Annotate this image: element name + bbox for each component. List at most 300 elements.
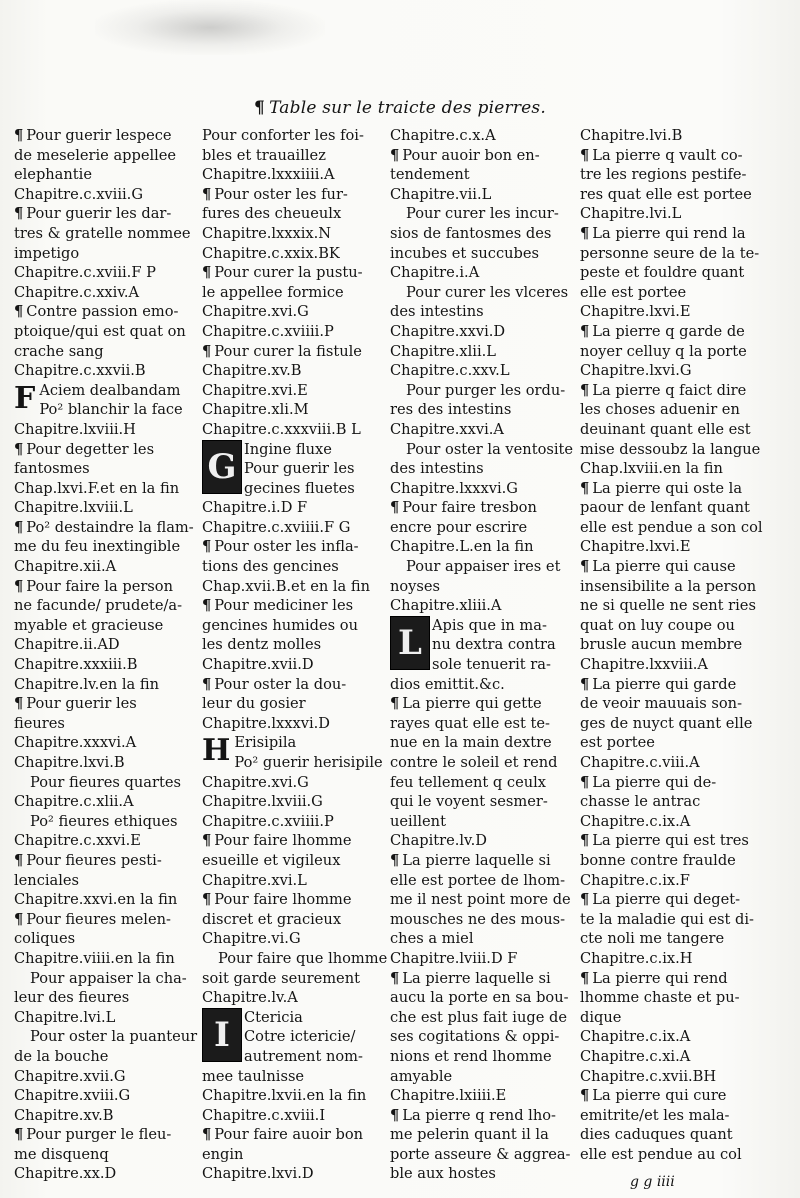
index-line-text: Pour purger les ordu-: [406, 381, 566, 399]
index-line-text: gecines fluetes: [244, 479, 355, 497]
index-line: [202, 714, 390, 734]
index-line: [202, 518, 390, 538]
index-line-text: La pierre q rend lho-: [402, 1106, 556, 1124]
index-line: [202, 890, 390, 910]
index-line: [580, 518, 780, 538]
index-line-text: nu dextra contra: [432, 636, 556, 654]
index-line: [580, 988, 780, 1008]
index-line: [390, 459, 578, 479]
index-line-text: autrement nom-: [244, 1047, 363, 1065]
index-line: [390, 126, 578, 146]
index-line-text: cte noli me tangere: [580, 930, 725, 948]
index-line: [390, 204, 578, 224]
index-line-text: Chapitre.lvi.L: [580, 205, 682, 223]
index-line: [202, 1145, 390, 1165]
index-line-text: Chapitre.lxxxvi.G: [390, 479, 518, 497]
index-line-text: Pour appaiser ires et: [406, 558, 561, 576]
index-line-text: Po² guerir herisipile: [234, 754, 383, 771]
index-line-text: La pierre q vault co-: [592, 146, 743, 164]
index-line-text: ges de nuyct quant elle: [580, 714, 753, 732]
index-line-text: Pour curer la pustu-: [214, 264, 363, 282]
index-line: [390, 753, 578, 773]
index-line-text: La pierre qui de-: [592, 773, 717, 791]
index-line-text: Pour guerir les: [26, 695, 137, 713]
index-line: [14, 420, 202, 440]
index-line: [14, 871, 202, 891]
index-line-text: Pour faire auoir bon: [214, 1126, 364, 1144]
index-line: [390, 361, 578, 381]
index-line: [390, 185, 578, 205]
index-line-text: encre pour escrire: [390, 518, 528, 536]
index-line: [14, 537, 202, 557]
index-line-text: emitrite/et les mala-: [580, 1106, 730, 1124]
index-line-text: rayes quat elle est te-: [390, 714, 550, 732]
index-line: [580, 283, 780, 303]
index-line: [580, 596, 780, 616]
index-line-text: nue en la main dextre: [390, 734, 552, 752]
index-line-text: Chapitre.ii.AD: [14, 636, 120, 654]
index-line: [202, 1106, 390, 1126]
index-line: [14, 851, 202, 871]
index-line-text: Chapitre.lv.D: [390, 832, 487, 850]
index-line-text: fantosmes: [14, 460, 90, 478]
index-line: [580, 185, 780, 205]
index-line-text: Chapitre.c.xi.A: [580, 1047, 691, 1065]
index-line: [202, 146, 390, 166]
index-line: [14, 479, 202, 499]
index-line-text: Pour conforter les foi-: [202, 127, 364, 144]
index-line-text: Chapitre.xxvi.A: [390, 420, 504, 438]
index-line: [14, 224, 202, 244]
index-line-text: Chapitre.lxvi.E: [580, 303, 691, 321]
index-line: [14, 792, 202, 812]
index-line-text: Chapitre.vi.G: [202, 930, 301, 948]
index-line-text: La pierre qui deget-: [592, 891, 741, 909]
index-line: [390, 1027, 578, 1047]
index-line-text: La pierre qui rend la: [592, 224, 746, 242]
index-line-text: Ingine fluxe: [244, 440, 332, 458]
index-line: [202, 361, 390, 381]
index-line-text: ne si quelle ne sent ries: [580, 597, 756, 615]
index-line: [202, 498, 390, 518]
index-line-text: Chapitre.c.xviii.F P: [14, 264, 156, 282]
index-line-text: deuinant quant elle est: [580, 420, 751, 438]
index-line: [580, 361, 780, 381]
index-line: [580, 479, 780, 499]
index-line-text: dique: [580, 1008, 622, 1026]
index-line-text: Pour auoir bon en-: [402, 146, 540, 164]
index-line: [580, 635, 780, 655]
index-line: [202, 381, 390, 401]
index-line: [14, 146, 202, 166]
pilcrow-icon: ¶: [254, 98, 266, 118]
index-line: [202, 969, 390, 989]
index-line-text: nions et rend lhomme: [390, 1047, 552, 1065]
index-line-text: Pour faire lhomme: [214, 832, 352, 850]
index-line: [14, 557, 202, 577]
index-line: [202, 596, 390, 616]
index-line: [390, 1106, 578, 1126]
index-line-text: Po² destaindre la flam-: [26, 518, 194, 536]
index-line-text: Pour faire tresbon: [402, 499, 537, 517]
index-line-text: Chapitre.c.xviiii.F G: [202, 518, 351, 536]
index-line: [14, 733, 202, 753]
index-line: [580, 498, 780, 518]
index-line: [202, 322, 390, 342]
index-line-text: qui le voyent sesmer-: [390, 793, 548, 811]
index-line: [390, 1008, 578, 1028]
index-line-text: Chapitre.c.x.A: [390, 127, 496, 144]
index-line-text: Chapitre.xvi.L: [202, 871, 307, 889]
index-line-text: Chapitre.xli.M: [202, 401, 309, 419]
index-line: [390, 988, 578, 1008]
index-line-text: Pour guerir les: [244, 460, 355, 478]
index-line: [390, 871, 578, 891]
index-line-text: Chapitre.lviii.D F: [390, 949, 518, 967]
index-line-text: Po² fieures ethiques: [30, 812, 178, 830]
index-line-text: Chapitre.lxvi.D: [202, 1165, 314, 1183]
index-line-text: Pour curer les vlceres: [406, 283, 569, 301]
index-line-text: discret et gracieux: [202, 910, 342, 928]
index-line-text: Aciem dealbandam: [39, 381, 181, 399]
index-line-text: Chapitre.c.ix.F: [580, 871, 690, 889]
large-initial: F: [14, 380, 36, 416]
index-line-text: engin: [202, 1145, 244, 1163]
index-line-text: Pour oster les fur-: [214, 185, 348, 203]
index-line: [580, 165, 780, 185]
index-line-text: Contre passion emo-: [26, 303, 179, 321]
index-line: [14, 440, 202, 460]
index-line-text: che est plus fait iuge de: [390, 1008, 567, 1026]
index-line-text: La pierre qui garde: [592, 675, 737, 693]
index-line-text: La pierre qui gette: [402, 695, 542, 713]
index-line-text: Pour guerir lespece: [26, 127, 172, 144]
index-line-text: Pour fieures quartes: [30, 773, 181, 791]
index-line-text: tres & gratelle nommee: [14, 224, 191, 242]
index-line-text: Chapitre.xx.D: [14, 1165, 117, 1183]
index-line-text: est portee: [580, 734, 655, 752]
index-line: [580, 831, 780, 851]
index-line: [202, 1164, 390, 1184]
index-line: [390, 283, 578, 303]
index-line-text: elle est pendue au col: [580, 1145, 742, 1163]
index-line-text: de la bouche: [14, 1047, 109, 1065]
index-line-text: des intestins: [390, 303, 484, 321]
index-line: [14, 1086, 202, 1106]
index-line-text: Chapitre.lvi.L: [14, 1008, 116, 1026]
index-line: [202, 1086, 390, 1106]
index-line-text: Chapitre.xvii.G: [14, 1067, 126, 1085]
index-line: [14, 773, 202, 793]
index-line: [14, 518, 202, 538]
index-line-text: les choses aduenir en: [580, 401, 740, 419]
index-line-text: ne facunde/ prudete/a-: [14, 597, 183, 615]
index-line-text: Chapitre.c.xxix.BK: [202, 244, 340, 262]
index-line: [14, 126, 202, 146]
index-line: [14, 400, 202, 420]
index-line-text: Pour curer les incur-: [406, 205, 559, 223]
index-line: [14, 616, 202, 636]
index-line-text: Chapitre.xxxvi.A: [14, 734, 137, 752]
index-line: [390, 165, 578, 185]
index-line: [14, 244, 202, 264]
index-line: [14, 988, 202, 1008]
index-line-text: Chapitre.xv.B: [202, 362, 302, 380]
index-line: [202, 988, 390, 1008]
index-line-text: dies caduques quant: [580, 1126, 733, 1144]
index-line-text: Cotre ictericie/: [244, 1028, 356, 1046]
index-line: [202, 537, 390, 557]
index-line: [14, 890, 202, 910]
index-line-text: elle est portee: [580, 283, 687, 301]
index-line: [390, 224, 578, 244]
index-line-text: Chapitre.c.xvii.BH: [580, 1067, 717, 1085]
index-line-text: Pour oster la ventosite: [406, 440, 574, 458]
index-line: [202, 185, 390, 205]
index-line-text: La pierre qui rend: [592, 969, 728, 987]
index-line: [390, 1086, 578, 1106]
index-line-text: me il nest point more de: [390, 891, 571, 909]
index-line-text: Chapitre.lxxxix.N: [202, 224, 332, 242]
index-line-text: Chapitre.c.xviiii.P: [202, 812, 334, 830]
index-line-text: Chapitre.lv.en la fin: [14, 675, 160, 693]
index-line-text: esueille et vigileux: [202, 851, 341, 869]
index-line-text: Chapitre.lxviii.H: [14, 420, 136, 438]
index-line-text: porte asseure & aggrea-: [390, 1145, 571, 1163]
index-line: [14, 635, 202, 655]
index-line: [390, 714, 578, 734]
index-line-text: feu tellement q ceulx: [390, 773, 547, 791]
index-line-text: Chapitre.xvi.G: [202, 303, 309, 321]
index-line-text: quat on luy coupe ou: [580, 616, 735, 634]
index-line: [390, 1047, 578, 1067]
index-line: [580, 1067, 780, 1087]
index-line-text: gencines humides ou: [202, 616, 358, 634]
index-line: [580, 1106, 780, 1126]
index-line: [390, 851, 578, 871]
index-line: [580, 557, 780, 577]
index-column-2: [202, 126, 390, 1184]
index-line: [390, 596, 578, 616]
index-line: [390, 498, 578, 518]
index-line: [580, 812, 780, 832]
index-line-text: contre le soleil et rend: [390, 754, 558, 771]
index-line-text: Chapitre.lxviii.G: [202, 793, 323, 811]
index-line: [202, 929, 390, 949]
index-line: [14, 1106, 202, 1126]
index-line-text: Pour mediciner les: [214, 597, 354, 615]
index-line: [14, 1047, 202, 1067]
index-line: [14, 831, 202, 851]
index-line: [390, 733, 578, 753]
index-line-text: Pour curer la fistule: [214, 342, 362, 360]
index-line: [14, 675, 202, 695]
index-line: [390, 1125, 578, 1145]
index-line: [202, 224, 390, 244]
index-line: [14, 185, 202, 205]
index-line-text: Chapitre.c.xxvii.B: [14, 362, 146, 380]
index-line: [202, 283, 390, 303]
index-line-text: Chapitre.c.xxvi.E: [14, 832, 141, 850]
decorated-initial: G: [202, 440, 242, 494]
index-line-text: La pierre qui oste la: [592, 479, 743, 497]
index-line-text: soit garde seurement: [202, 969, 360, 987]
index-line: [202, 910, 390, 930]
index-line: [202, 871, 390, 891]
index-line-text: fieures: [14, 714, 65, 732]
index-line: [390, 949, 578, 969]
index-line-text: fures des cheueulx: [202, 205, 342, 223]
index-line-text: Chapitre.xxvi.en la fin: [14, 891, 178, 909]
index-column-4: [580, 126, 780, 1164]
index-line-text: Chapitre.lxvii.en la fin: [202, 1087, 367, 1105]
index-line-text: Chapitre.xviii.G: [14, 1087, 131, 1105]
index-line: [390, 890, 578, 910]
index-line: [580, 851, 780, 871]
index-line-text: Pour oster la puanteur: [30, 1028, 198, 1046]
index-line: [390, 302, 578, 322]
index-line-text: bles et trauaillez: [202, 146, 326, 164]
index-line: [14, 302, 202, 322]
index-line: [202, 831, 390, 851]
index-line-text: amyable: [390, 1067, 453, 1085]
index-line: [580, 577, 780, 597]
index-line: [390, 831, 578, 851]
index-line: [580, 890, 780, 910]
index-line: [390, 694, 578, 714]
index-line-text: noyses: [390, 577, 441, 595]
index-line-text: elephantie: [14, 166, 92, 184]
index-line: [202, 851, 390, 871]
index-line: [580, 1027, 780, 1047]
index-line: [580, 969, 780, 989]
index-line-text: Chapitre.xxvi.D: [390, 322, 506, 340]
index-line-text: ses cogitations & oppi-: [390, 1028, 560, 1046]
index-line-text: Chapitre.i.A: [390, 264, 480, 282]
index-line: [580, 440, 780, 460]
index-line: [580, 459, 780, 479]
index-line: [390, 322, 578, 342]
index-line-text: Erisipila: [234, 734, 297, 752]
index-line-text: Chapitre.lv.A: [202, 989, 298, 1007]
index-line: [580, 400, 780, 420]
index-line-text: La pierre qui cure: [592, 1087, 727, 1105]
index-line-text: Pour fieures pesti-: [26, 851, 162, 869]
index-line: [202, 420, 390, 440]
index-line: [580, 302, 780, 322]
index-line: [202, 557, 390, 577]
index-line: [202, 165, 390, 185]
index-line: [14, 753, 202, 773]
index-line-text: Chapitre.c.xviiii.P: [202, 322, 334, 340]
index-line: [580, 871, 780, 891]
index-line-text: Pour oster la dou-: [214, 675, 347, 693]
index-line: [14, 204, 202, 224]
index-line-text: Chapitre.lxxviii.A: [580, 656, 708, 674]
index-line-text: aucu la porte en sa bou-: [390, 989, 569, 1007]
page-title: [0, 98, 800, 118]
index-line-text: Chapitre.viiii.en la fin: [14, 949, 175, 967]
index-line-text: des intestins: [390, 460, 484, 478]
index-line-text: ble aux hostes: [390, 1165, 496, 1183]
index-line-text: Pour guerir les dar-: [26, 205, 172, 223]
index-line: [390, 537, 578, 557]
index-line-text: Pour faire lhomme: [214, 891, 352, 909]
index-line: [580, 204, 780, 224]
index-line-text: Chapitre.lxvi.E: [580, 538, 691, 556]
index-line: [14, 929, 202, 949]
index-line: [14, 1008, 202, 1028]
index-line: [580, 322, 780, 342]
index-line-text: Chapitre.xxxiii.B: [14, 656, 138, 674]
index-line: [580, 244, 780, 264]
index-line: [14, 949, 202, 969]
index-line-text: Chapitre.lxiiii.E: [390, 1087, 507, 1105]
index-line: [390, 929, 578, 949]
index-line-text: La pierre laquelle si: [402, 969, 551, 987]
index-line: [390, 263, 578, 283]
index-line: [580, 675, 780, 695]
index-line: [390, 440, 578, 460]
index-line: [202, 400, 390, 420]
index-line-text: La pierre laquelle si: [402, 851, 551, 869]
index-line: [202, 773, 390, 793]
index-line-text: Pour faire que lhomme: [218, 949, 388, 967]
index-line-text: res quat elle est portee: [580, 185, 752, 203]
index-line-text: ueillent: [390, 812, 446, 830]
index-line-text: Pour degetter les: [26, 440, 155, 458]
index-line: [580, 733, 780, 753]
index-line: [580, 929, 780, 949]
index-line: [14, 361, 202, 381]
index-line: [580, 1145, 780, 1165]
index-line-text: dios emittit.&c.: [390, 675, 505, 693]
index-line: [202, 655, 390, 675]
index-line-text: Chapitre.vii.L: [390, 185, 492, 203]
signature-mark: g g iiii: [630, 1174, 675, 1190]
index-line: [580, 537, 780, 557]
index-line: [390, 577, 578, 597]
index-line: [202, 244, 390, 264]
index-line-text: lhomme chaste et pu-: [580, 989, 740, 1007]
index-line-text: Pour purger le fleu-: [26, 1126, 172, 1144]
index-line: [390, 518, 578, 538]
page-title-text: Table sur le traicte des pierres.: [269, 98, 546, 118]
index-line: [580, 1125, 780, 1145]
index-line: [14, 1067, 202, 1087]
index-line-text: de veoir mauuais son-: [580, 695, 743, 713]
index-line: [580, 694, 780, 714]
index-line-text: Chapitre.c.ix.A: [580, 812, 691, 830]
index-line: [390, 773, 578, 793]
index-column-3: [390, 126, 578, 1184]
index-line: [390, 342, 578, 362]
index-line-text: Chapitre.xvii.D: [202, 656, 314, 674]
index-line: [580, 146, 780, 166]
index-line-text: Chapitre.c.ix.H: [580, 949, 693, 967]
index-line-text: Ctericia: [244, 1008, 303, 1026]
index-line: [390, 675, 578, 695]
index-line: [390, 479, 578, 499]
index-line-text: elle est pendue a son col: [580, 518, 763, 536]
index-line: [202, 1125, 390, 1145]
index-line-text: Chapitre.xliii.A: [390, 597, 502, 615]
index-line-text: Chapitre.lxvi.B: [14, 754, 125, 771]
index-line-text: chasse le antrac: [580, 793, 701, 811]
index-line-text: tre les regions pestife-: [580, 166, 747, 184]
index-line: [580, 753, 780, 773]
index-line: [202, 792, 390, 812]
